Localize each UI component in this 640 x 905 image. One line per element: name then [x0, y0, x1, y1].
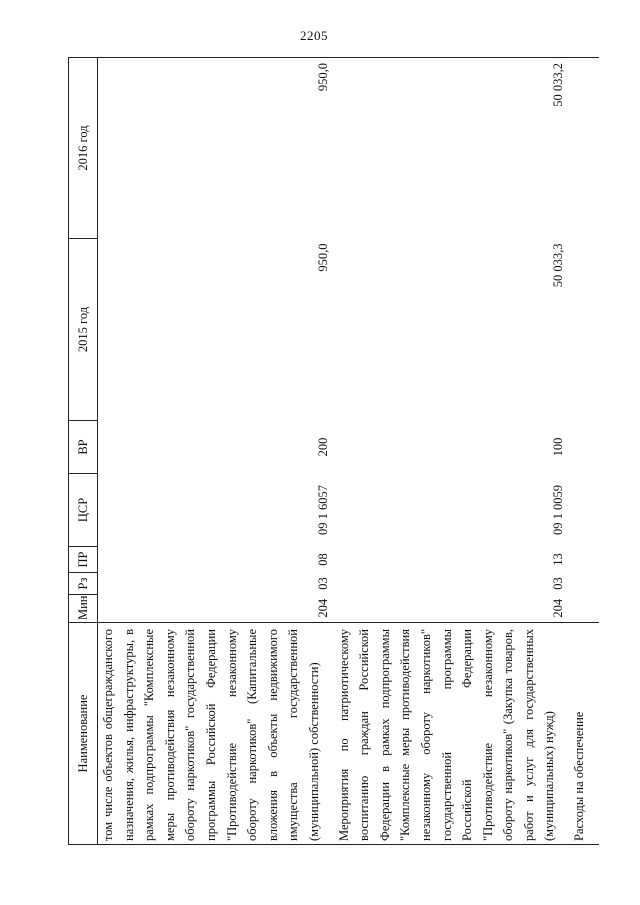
- row-value-2016: [569, 58, 599, 239]
- row-name: том числе объектов общегражданского назначения, жилья, инфраструктуры, в рамках подпрограммы "Комплексные меры противодействия незаконному обороту наркотиков" государственной программы Российской Федерации "Противодействие незаконному обороту наркотиков" (Капитальные вложения в объекты недвижимого имущества государственной (муниципальной) собственности): [101, 629, 321, 841]
- col-header-vr: ВР: [69, 421, 98, 474]
- col-header-2016: 2016 год: [69, 58, 98, 239]
- row-pr: [569, 547, 599, 573]
- row-name-cell: [569, 623, 599, 845]
- row-vr: 200: [315, 437, 330, 457]
- table-row: [98, 58, 334, 845]
- row-vr: [569, 421, 599, 474]
- row-min: [569, 595, 599, 623]
- row-pr: 13: [551, 553, 566, 566]
- col-header-pr: ПР: [69, 547, 98, 573]
- table-row: [569, 58, 599, 845]
- col-header-csr: ЦСР: [69, 474, 98, 547]
- col-header-2015: 2015 год: [69, 239, 98, 421]
- row-rz: 03: [551, 577, 566, 590]
- row-rz: 03: [315, 577, 330, 590]
- row-vr: 100: [551, 437, 566, 457]
- rotated-budget-table: [68, 58, 587, 845]
- row-value-2015: 950,0: [315, 243, 330, 272]
- row-pr: 08: [315, 553, 330, 566]
- table-row: [334, 58, 570, 845]
- row-rz: [569, 573, 599, 595]
- col-header-name: Наименование: [69, 623, 98, 845]
- page-number: 2205: [300, 28, 328, 43]
- row-csr: [569, 474, 599, 547]
- row-name: Мероприятия по патриотическому воспитанию граждан Российской Федерации в рамках подпрограммы "Комплексные меры противодействия незаконному обороту наркотиков" государственной программы Российской Федерации "Противодействие незаконному обороту наркотиков" (Закупка товаров, работ и услуг для государственных (муниципальных) нужд): [336, 629, 557, 841]
- row-value-2016: 50 033,2: [334, 58, 570, 239]
- row-name-cell: [334, 623, 570, 845]
- row-csr: 09 1 0059: [551, 485, 566, 535]
- row-value-2015: [569, 239, 599, 421]
- col-header-rz: Рз: [69, 573, 98, 595]
- row-name-cell: [98, 623, 334, 845]
- col-header-min: Мин: [69, 595, 98, 623]
- row-name: Расходы на обеспечение: [572, 711, 587, 841]
- row-value-2015: 50 033,3: [551, 243, 566, 288]
- header-row: [69, 58, 98, 845]
- row-min: 204: [551, 598, 566, 618]
- row-value-2016: 950,0: [98, 58, 334, 239]
- row-min: 204: [315, 598, 330, 618]
- budget-table: [68, 57, 599, 845]
- row-csr: 09 1 6057: [315, 485, 330, 535]
